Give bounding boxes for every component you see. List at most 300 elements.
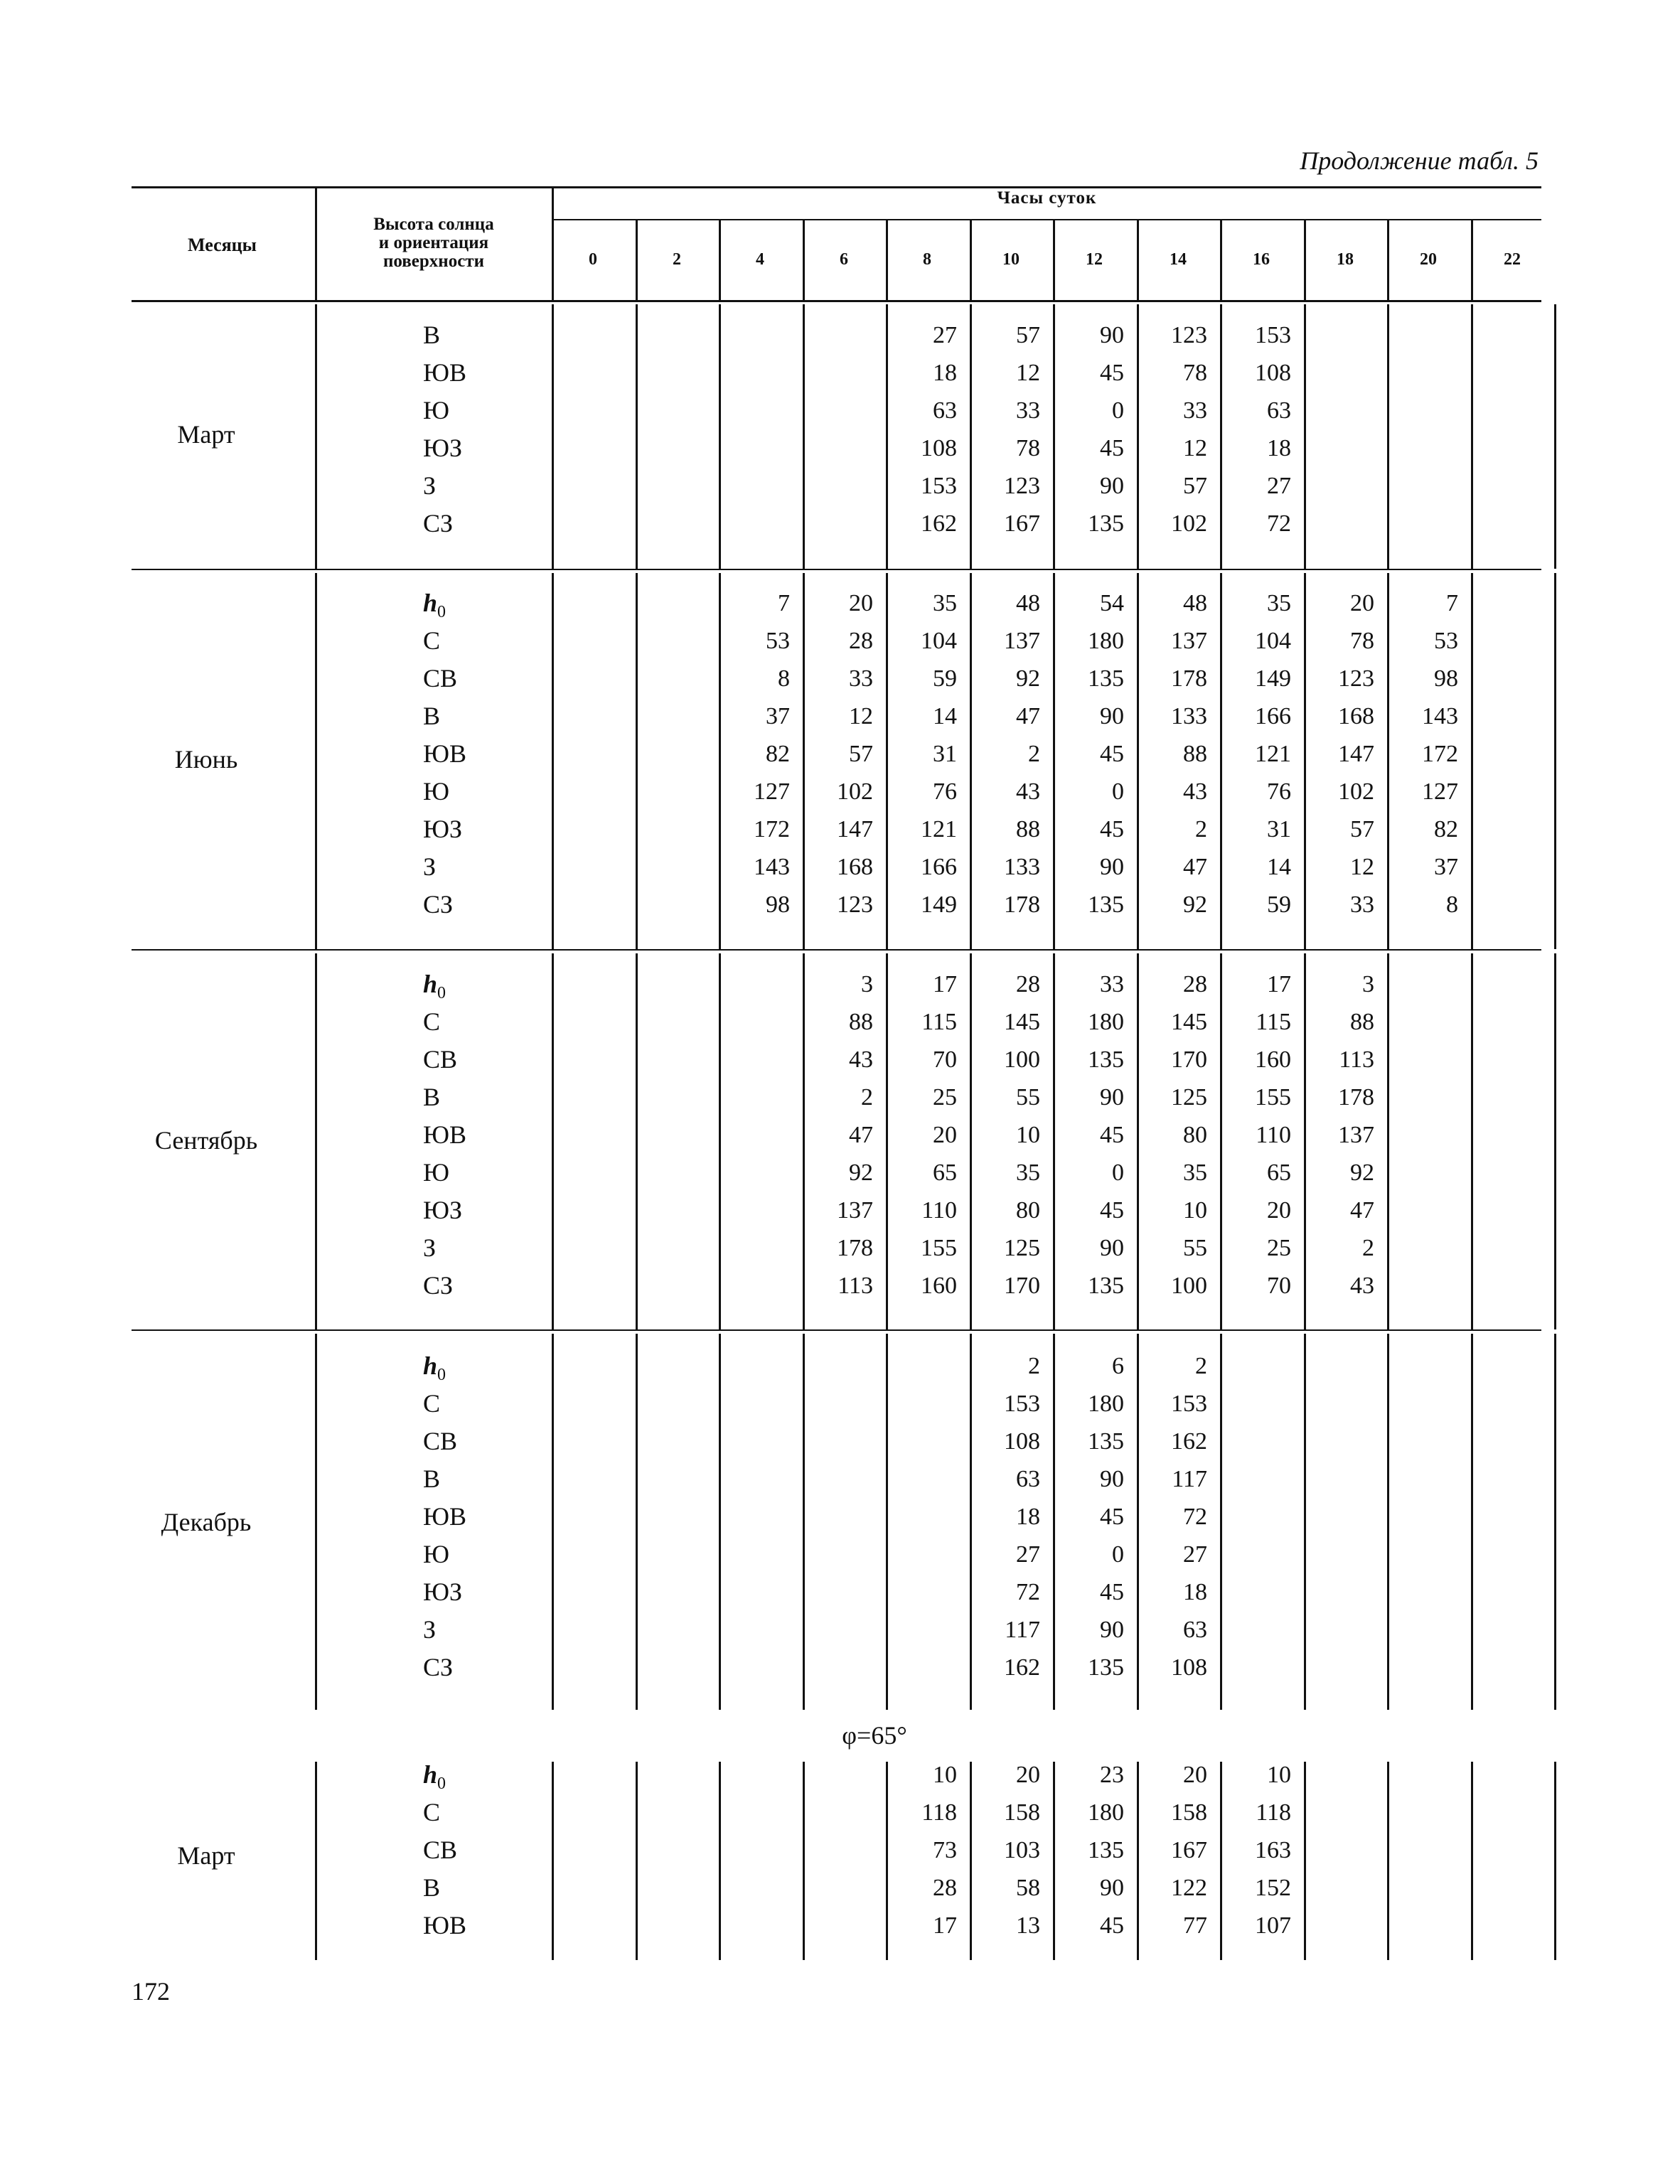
table-cell: 135	[1088, 1428, 1124, 1455]
hour-col-divider	[1471, 304, 1473, 569]
orientation-label: С	[423, 1007, 441, 1036]
orientation-label: СВ	[423, 664, 458, 692]
table-cell: 153	[1171, 1391, 1207, 1417]
hour-col-divider	[970, 1334, 972, 1710]
month-label: Март	[177, 1841, 235, 1870]
table-cell: 55	[1183, 1235, 1207, 1261]
col-divider	[315, 953, 317, 1329]
table-cell: 58	[1016, 1875, 1040, 1901]
table-cell: 108	[1255, 360, 1291, 386]
table-cell: 23	[1100, 1762, 1124, 1788]
table-cell: 149	[1255, 665, 1291, 692]
table-cell: 70	[1267, 1273, 1291, 1299]
table-cell: 14	[933, 703, 957, 729]
table-cell: 108	[1004, 1428, 1040, 1455]
header-hour: 4	[756, 250, 764, 269]
table-cell: 153	[1004, 1391, 1040, 1417]
block-divider	[132, 1329, 1541, 1331]
table-cell: 43	[1016, 778, 1040, 805]
orientation-label: ЮЗ	[423, 434, 463, 462]
header-bottom-rule	[132, 300, 1541, 302]
header-col-divider	[315, 186, 317, 300]
table-cell: 167	[1171, 1837, 1207, 1863]
table-cell: 143	[1422, 703, 1458, 729]
table-cell: 43	[1183, 778, 1207, 805]
header-hour: 18	[1337, 250, 1354, 269]
table-cell: 117	[1172, 1466, 1207, 1492]
orientation-label: Ю	[423, 1158, 450, 1187]
table-cell: 57	[1183, 473, 1207, 499]
orientation-label: ЮВ	[423, 1502, 467, 1531]
table-cell: 20	[1016, 1762, 1040, 1788]
orientation-label: В	[423, 1873, 441, 1902]
hour-col-divider	[803, 1334, 805, 1710]
table-cell: 103	[1004, 1837, 1040, 1863]
table-cell: 125	[1171, 1084, 1207, 1110]
table-cell: 108	[921, 435, 957, 461]
hour-col-divider	[970, 304, 972, 569]
table-cell: 178	[1171, 665, 1207, 692]
orientation-label: СЗ	[423, 509, 454, 537]
hour-col-divider	[636, 1762, 638, 1960]
table-cell: 2	[1362, 1235, 1374, 1261]
orientation-label: Ю	[423, 1540, 450, 1568]
hour-col-divider	[970, 1762, 972, 1960]
table-cell: 155	[921, 1235, 957, 1261]
header-col-divider	[552, 186, 554, 300]
table-cell: 7	[1446, 590, 1458, 616]
table-cell: 20	[849, 590, 873, 616]
table-cell: 88	[1350, 1009, 1374, 1035]
col-divider	[552, 573, 554, 949]
table-cell: 152	[1255, 1875, 1291, 1901]
table-cell: 72	[1016, 1579, 1040, 1605]
orientation-label: СЗ	[423, 1271, 454, 1300]
table-cell: 27	[1016, 1541, 1040, 1568]
table-cell: 108	[1171, 1654, 1207, 1681]
table-cell: 110	[1256, 1122, 1291, 1148]
table-cell: 3	[1362, 971, 1374, 997]
table-cell: 20	[933, 1122, 957, 1148]
hour-col-divider	[1471, 1762, 1473, 1960]
hour-col-divider	[803, 304, 805, 569]
table-cell: 10	[933, 1762, 957, 1788]
table-cell: 28	[1016, 971, 1040, 997]
table-cell: 25	[1267, 1235, 1291, 1261]
table-cell: 45	[1100, 1197, 1124, 1224]
table-cell: 166	[1255, 703, 1291, 729]
hour-col-divider	[1554, 1334, 1556, 1710]
table-cell: 137	[1004, 628, 1040, 654]
table-cell: 18	[1267, 435, 1291, 461]
orientation-label: ЮЗ	[423, 1196, 463, 1224]
table-cell: 65	[933, 1160, 957, 1186]
table-cell: 12	[849, 703, 873, 729]
hour-col-divider	[886, 304, 888, 569]
table-cell: 63	[1183, 1617, 1207, 1643]
header-hour: 10	[1002, 250, 1020, 269]
table-cell: 158	[1004, 1799, 1040, 1826]
table-cell: 25	[933, 1084, 957, 1110]
table-cell: 53	[766, 628, 790, 654]
table-cell: 8	[778, 665, 790, 692]
hour-col-divider	[636, 953, 638, 1329]
table-cell: 133	[1004, 854, 1040, 880]
table-cell: 0	[1112, 1160, 1124, 1186]
hour-col-divider	[970, 573, 972, 949]
table-cell: 123	[837, 892, 873, 918]
month-label: Июнь	[174, 744, 238, 774]
hour-col-divider	[1387, 304, 1389, 569]
table-cell: 13	[1016, 1912, 1040, 1939]
table-cell: 168	[837, 854, 873, 880]
table-cell: 88	[1016, 816, 1040, 842]
table-cell: 90	[1100, 703, 1124, 729]
table-cell: 158	[1171, 1799, 1207, 1826]
table-cell: 17	[933, 971, 957, 997]
table-cell: 137	[837, 1197, 873, 1224]
table-cell: 121	[921, 816, 957, 842]
hour-col-divider	[1137, 1762, 1139, 1960]
hour-col-divider	[1053, 1762, 1055, 1960]
table-cell: 47	[1350, 1197, 1374, 1224]
table-cell: 147	[837, 816, 873, 842]
table-cell: 63	[1016, 1466, 1040, 1492]
table-cell: 107	[1255, 1912, 1291, 1939]
orientation-label: С	[423, 1798, 441, 1826]
col-divider	[552, 1762, 554, 1960]
table-cell: 17	[1267, 971, 1291, 997]
hour-col-divider	[803, 1762, 805, 1960]
table-cell: 98	[766, 892, 790, 918]
table-cell: 65	[1267, 1160, 1291, 1186]
table-cell: 88	[849, 1009, 873, 1035]
header-orientation-line: и ориентация	[378, 233, 489, 252]
table-cell: 163	[1255, 1837, 1291, 1863]
hour-col-divider	[1053, 304, 1055, 569]
col-divider	[552, 1334, 554, 1710]
table-cell: 33	[1350, 892, 1374, 918]
table-cell: 18	[1183, 1579, 1207, 1605]
hour-col-divider	[719, 953, 721, 1329]
table-cell: 27	[933, 322, 957, 348]
table-cell: 12	[1183, 435, 1207, 461]
month-label: Март	[177, 420, 235, 449]
col-divider	[552, 304, 554, 569]
table-cell: 137	[1171, 628, 1207, 654]
orientation-label: С	[423, 1389, 441, 1418]
table-cell: 162	[921, 510, 957, 537]
table-cell: 53	[1434, 628, 1458, 654]
table-cell: 0	[1112, 1541, 1124, 1568]
table-cell: 92	[1183, 892, 1207, 918]
hour-col-divider	[1053, 573, 1055, 949]
table-cell: 90	[1100, 322, 1124, 348]
table-cell: 8	[1446, 892, 1458, 918]
section-title: φ=65°	[842, 1721, 907, 1750]
hour-col-divider	[970, 953, 972, 1329]
header-months: Месяцы	[188, 235, 257, 255]
table-cell: 113	[838, 1273, 873, 1299]
header-hour: 2	[673, 250, 681, 269]
table-cell: 18	[1016, 1504, 1040, 1530]
table-cell: 170	[1171, 1046, 1207, 1073]
page-number: 172	[132, 1977, 170, 2006]
hour-col-divider	[1387, 1762, 1389, 1960]
table-cell: 10	[1016, 1122, 1040, 1148]
orientation-label: В	[423, 1465, 441, 1493]
orientation-label: СВ	[423, 1427, 458, 1455]
header-hour: 8	[923, 250, 931, 269]
table-cell: 33	[1016, 397, 1040, 424]
header-hour: 20	[1420, 250, 1437, 269]
table-cell: 80	[1016, 1197, 1040, 1224]
table-cell: 33	[849, 665, 873, 692]
hour-col-divider	[886, 1762, 888, 1960]
hour-col-divider	[1304, 304, 1306, 569]
orientation-label: $h_0$	[423, 1760, 446, 1794]
hour-col-divider	[719, 304, 721, 569]
table-cell: 102	[1171, 510, 1207, 537]
table-cell: 135	[1088, 1837, 1124, 1863]
table-cell: 137	[1338, 1122, 1374, 1148]
table-cell: 147	[1338, 741, 1374, 767]
table-cell: 14	[1267, 854, 1291, 880]
orientation-label: В	[423, 321, 441, 349]
month-label: Декабрь	[161, 1507, 252, 1536]
hour-col-divider	[719, 573, 721, 949]
table-cell: 37	[1434, 854, 1458, 880]
table-cell: 92	[1016, 665, 1040, 692]
table-cell: 92	[1350, 1160, 1374, 1186]
hour-col-divider	[1220, 304, 1222, 569]
table-cell: 37	[766, 703, 790, 729]
orientation-label: СЗ	[423, 890, 454, 919]
header-hour: 6	[840, 250, 848, 269]
header-hours-rule	[552, 219, 1541, 220]
table-cell: 135	[1088, 1654, 1124, 1681]
hour-col-divider	[1220, 1334, 1222, 1710]
table-cell: 35	[1016, 1160, 1040, 1186]
table-cell: 88	[1183, 741, 1207, 767]
table-cell: 110	[921, 1197, 957, 1224]
table-cell: 12	[1350, 854, 1374, 880]
table-cell: 31	[1267, 816, 1291, 842]
table-cell: 127	[1422, 778, 1458, 805]
hour-col-divider	[1387, 953, 1389, 1329]
header-orientation	[316, 215, 551, 271]
hour-col-divider	[886, 953, 888, 1329]
hour-col-divider	[1387, 1334, 1389, 1710]
table-cell: 90	[1100, 1617, 1124, 1643]
orientation-label: З	[423, 852, 437, 881]
orientation-label: З	[423, 1233, 437, 1262]
hour-col-divider	[1304, 1762, 1306, 1960]
table-cell: 28	[849, 628, 873, 654]
table-cell: 0	[1112, 778, 1124, 805]
orientation-label: ЮВ	[423, 1911, 467, 1939]
table-cell: 35	[1183, 1160, 1207, 1186]
hour-col-divider	[1137, 953, 1139, 1329]
table-cell: 113	[1339, 1046, 1374, 1073]
table-cell: 162	[1171, 1428, 1207, 1455]
table-cell: 77	[1183, 1912, 1207, 1939]
hour-col-divider	[1471, 573, 1473, 949]
hour-col-divider	[1220, 953, 1222, 1329]
table-cell: 45	[1100, 1912, 1124, 1939]
table-cell: 2	[1195, 816, 1207, 842]
table-cell: 45	[1100, 816, 1124, 842]
col-divider	[315, 1334, 317, 1710]
table-cell: 123	[1338, 665, 1374, 692]
col-divider	[315, 573, 317, 949]
table-cell: 80	[1183, 1122, 1207, 1148]
table-cell: 155	[1255, 1084, 1291, 1110]
table-cell: 178	[1338, 1084, 1374, 1110]
table-cell: 59	[933, 665, 957, 692]
block-divider	[132, 569, 1541, 570]
orientation-label: ЮВ	[423, 739, 467, 768]
header-orientation-line: поверхности	[383, 252, 484, 271]
table-caption: Продолжение табл. 5	[1300, 146, 1539, 175]
table-cell: 43	[1350, 1273, 1374, 1299]
hour-col-divider	[1471, 1334, 1473, 1710]
hour-col-divider	[1137, 1334, 1139, 1710]
table-cell: 2	[861, 1084, 873, 1110]
table-cell: 135	[1088, 1046, 1124, 1073]
table-cell: 45	[1100, 435, 1124, 461]
hour-col-divider	[1220, 573, 1222, 949]
table-cell: 82	[766, 741, 790, 767]
table-cell: 72	[1183, 1504, 1207, 1530]
table-cell: 17	[933, 1912, 957, 1939]
table-cell: 172	[754, 816, 790, 842]
table-cell: 145	[1171, 1009, 1207, 1035]
header-hour: 14	[1170, 250, 1187, 269]
table-cell: 123	[1004, 473, 1040, 499]
table-cell: 2	[1028, 741, 1040, 767]
block-divider	[132, 949, 1541, 951]
table-cell: 125	[1004, 1235, 1040, 1261]
hour-col-divider	[636, 304, 638, 569]
hour-col-divider	[1304, 573, 1306, 949]
hour-col-divider	[1554, 953, 1556, 1329]
orientation-label: В	[423, 1083, 441, 1111]
table-cell: 135	[1088, 510, 1124, 537]
table-cell: 123	[1171, 322, 1207, 348]
table-cell: 178	[837, 1235, 873, 1261]
table-cell: 90	[1100, 1235, 1124, 1261]
table-cell: 133	[1171, 703, 1207, 729]
table-cell: 90	[1100, 473, 1124, 499]
table-cell: 76	[933, 778, 957, 805]
table-cell: 135	[1088, 665, 1124, 692]
table-cell: 149	[921, 892, 957, 918]
table-cell: 162	[1004, 1654, 1040, 1681]
table-cell: 100	[1004, 1046, 1040, 1073]
hour-col-divider	[1554, 1762, 1556, 1960]
table-cell: 54	[1100, 590, 1124, 616]
table-cell: 127	[754, 778, 790, 805]
header-hour: 16	[1253, 250, 1270, 269]
table-cell: 166	[921, 854, 957, 880]
header-top-rule	[132, 186, 1541, 188]
table-cell: 20	[1183, 1762, 1207, 1788]
hour-col-divider	[1471, 953, 1473, 1329]
table-cell: 135	[1088, 892, 1124, 918]
table-cell: 76	[1267, 778, 1291, 805]
table-cell: 28	[1183, 971, 1207, 997]
table-cell: 102	[837, 778, 873, 805]
table-cell: 47	[1183, 854, 1207, 880]
month-label: Сентябрь	[154, 1125, 258, 1155]
hour-col-divider	[1137, 304, 1139, 569]
table-cell: 2	[1195, 1353, 1207, 1379]
table-cell: 153	[921, 473, 957, 499]
table-cell: 12	[1016, 360, 1040, 386]
col-divider	[552, 953, 554, 1329]
table-cell: 170	[1004, 1273, 1040, 1299]
table-cell: 7	[778, 590, 790, 616]
table-cell: 27	[1183, 1541, 1207, 1568]
header-hours-title: Часы суток	[997, 188, 1097, 208]
table-cell: 180	[1088, 628, 1124, 654]
hour-col-divider	[1304, 1334, 1306, 1710]
table-cell: 47	[1016, 703, 1040, 729]
hour-col-divider	[1554, 304, 1556, 569]
hour-col-divider	[886, 573, 888, 949]
table-cell: 167	[1004, 510, 1040, 537]
orientation-label: $h_0$	[423, 970, 446, 1003]
orientation-label: $h_0$	[423, 1351, 446, 1385]
orientation-label: Ю	[423, 396, 450, 424]
table-cell: 57	[1350, 816, 1374, 842]
table-cell: 180	[1088, 1009, 1124, 1035]
table-cell: 121	[1255, 741, 1291, 767]
table-cell: 172	[1422, 741, 1458, 767]
orientation-label: СВ	[423, 1045, 458, 1074]
table-cell: 35	[933, 590, 957, 616]
orientation-label: ЮЗ	[423, 815, 463, 843]
table-cell: 90	[1100, 1084, 1124, 1110]
table-cell: 18	[933, 360, 957, 386]
hour-col-divider	[803, 573, 805, 949]
table-cell: 78	[1016, 435, 1040, 461]
header-hour: 22	[1504, 250, 1521, 269]
table-cell: 90	[1100, 854, 1124, 880]
table-cell: 3	[861, 971, 873, 997]
table-cell: 45	[1100, 1579, 1124, 1605]
header-orientation-line: Высота солнца	[373, 215, 494, 234]
table-cell: 160	[1255, 1046, 1291, 1073]
table-cell: 28	[933, 1875, 957, 1901]
hour-col-divider	[636, 1334, 638, 1710]
hour-col-divider	[719, 1762, 721, 1960]
table-cell: 78	[1350, 628, 1374, 654]
table-cell: 145	[1004, 1009, 1040, 1035]
table-cell: 10	[1183, 1197, 1207, 1224]
table-cell: 57	[1016, 322, 1040, 348]
orientation-label: З	[423, 1615, 437, 1644]
table-cell: 33	[1183, 397, 1207, 424]
table-cell: 115	[921, 1009, 957, 1035]
table-cell: 33	[1100, 971, 1124, 997]
orientation-label: В	[423, 702, 441, 730]
table-cell: 48	[1183, 590, 1207, 616]
table-cell: 43	[849, 1046, 873, 1073]
hour-col-divider	[1137, 573, 1139, 949]
hour-col-divider	[1053, 1334, 1055, 1710]
